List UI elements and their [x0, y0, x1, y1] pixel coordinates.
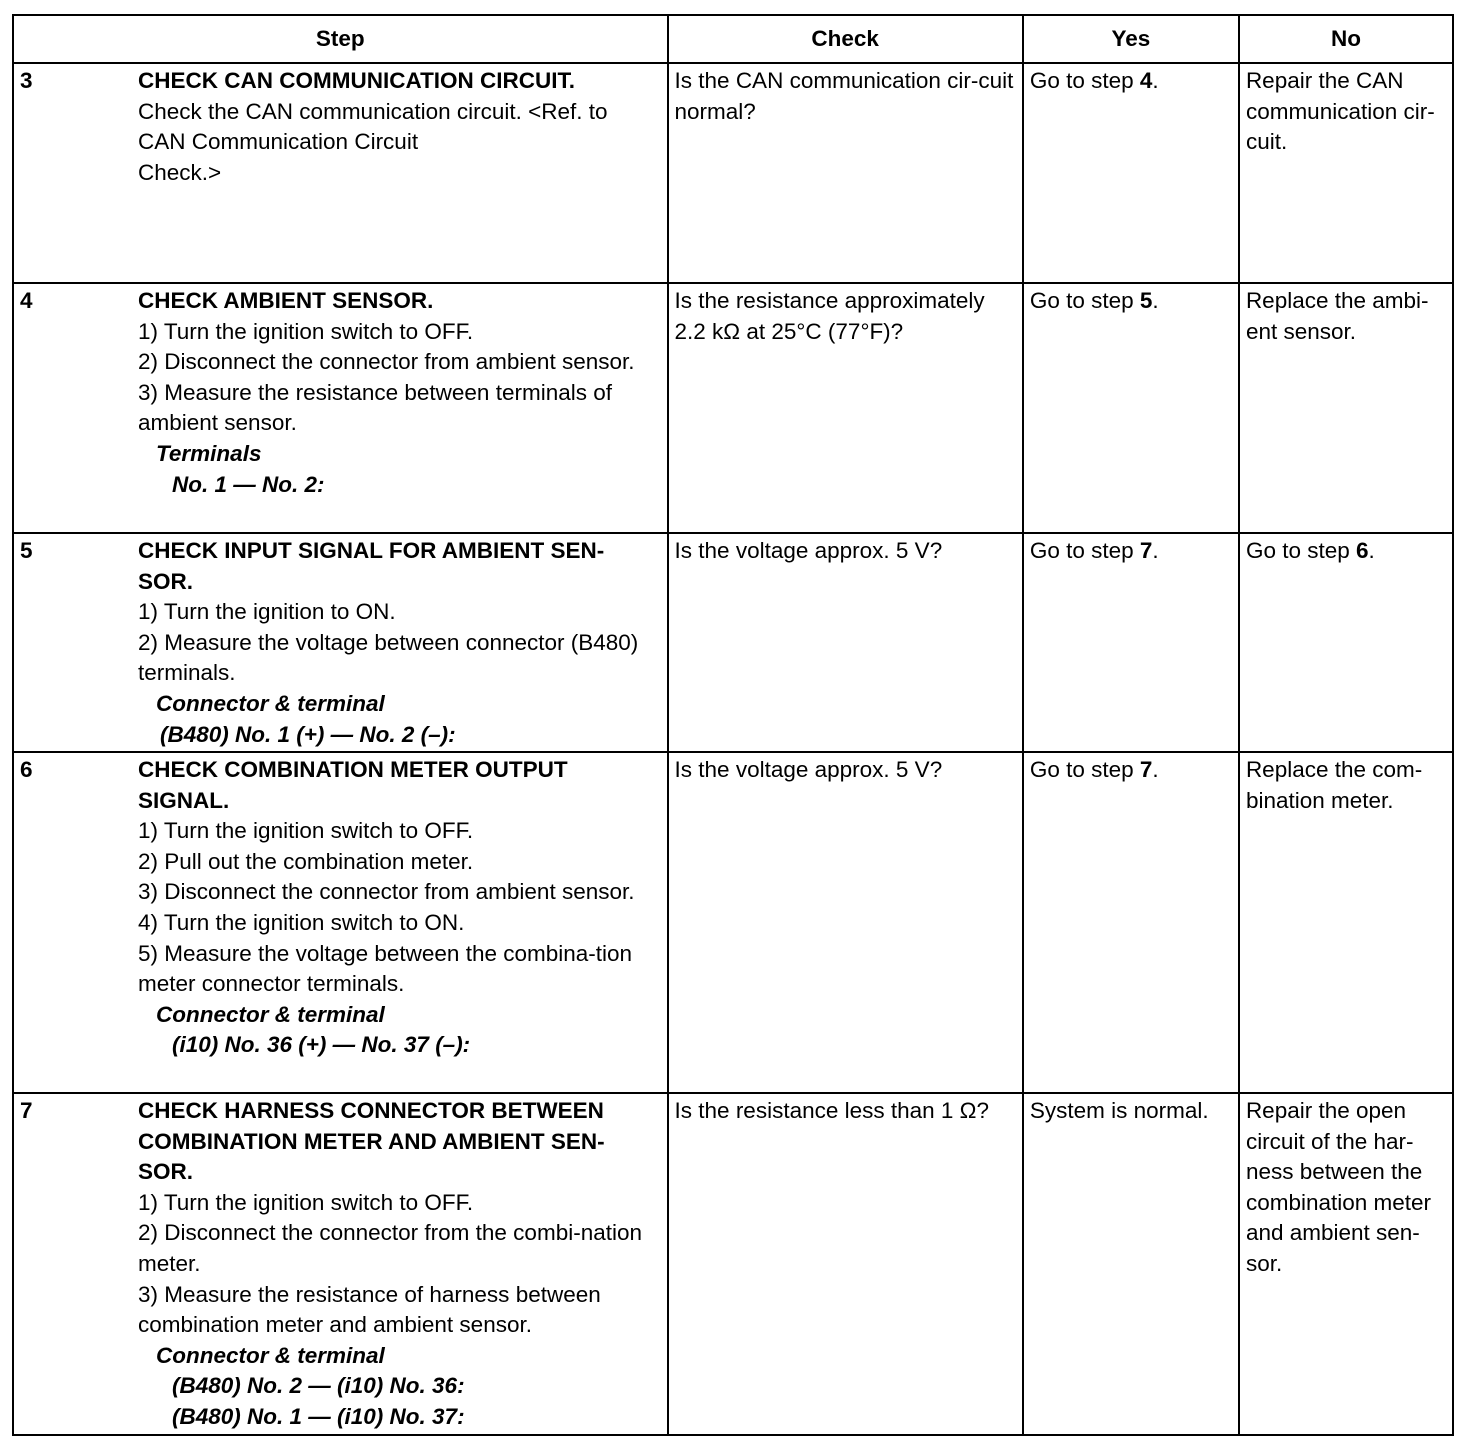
no-cell — [1239, 1093, 1453, 1435]
step-title: CHECK INPUT SIGNAL FOR AMBIENT SEN-SOR. — [138, 538, 605, 594]
check-cell — [668, 752, 1023, 1093]
spec-value: No. 1 — No. 2: — [172, 471, 325, 497]
spec-label: Connector & terminal — [156, 1001, 385, 1027]
step-cell — [13, 283, 668, 533]
step-body — [138, 286, 661, 500]
yes-step-ref: 4 — [1139, 68, 1153, 93]
step-number: 3 — [20, 68, 33, 93]
diagnostic-table — [12, 14, 1454, 1436]
step-title: CHECK HARNESS CONNECTOR BETWEEN COMBINATION METER AND AMBIENT SEN-SOR. — [138, 1098, 605, 1185]
no-text: Repair the open circuit of the har-ness between the combination meter and ambient sen-sor. — [1245, 1098, 1432, 1276]
header-no: No — [1239, 15, 1453, 63]
no-cell — [1239, 63, 1453, 283]
spec-label: Connector & terminal — [156, 690, 385, 716]
yes-cell — [1023, 752, 1239, 1093]
step-cell — [13, 1093, 668, 1435]
yes-suffix: . — [1152, 68, 1159, 93]
step-instruction: 3) Disconnect the connector from ambient sensor. — [138, 879, 635, 905]
step-number: 6 — [20, 757, 33, 782]
step-instruction: 2) Pull out the combination meter. — [138, 848, 474, 874]
spec-value: (B480) No. 1 — (i10) No. 37: — [172, 1403, 465, 1429]
step-instruction: 2) Disconnect the connector from ambient sensor. — [138, 349, 635, 375]
yes-step-ref: 7 — [1139, 757, 1153, 782]
table-row — [13, 1093, 1453, 1435]
spec-value: (B480) No. 2 — (i10) No. 36: — [172, 1373, 465, 1399]
step-instruction: 5) Measure the voltage between the combina-tion meter connector terminals. — [138, 940, 633, 997]
step-instruction: 1) Turn the ignition switch to OFF. — [138, 1189, 474, 1215]
step-number: 5 — [20, 538, 33, 563]
check-question: Is the voltage approx. 5 V? — [674, 538, 943, 563]
no-step-ref: 6 — [1356, 538, 1369, 563]
check-question: Is the CAN communication cir-cuit normal? — [674, 68, 1014, 124]
spec-value: (B480) No. 1 (+) — No. 2 (–): — [160, 721, 456, 747]
step-instruction: 2) Measure the voltage between connector (B480) terminals. — [138, 629, 639, 686]
check-question: Is the resistance approximately 2.2 kΩ at 25°C (77°F)? — [674, 288, 985, 344]
spec-label: Terminals — [156, 440, 262, 466]
no-text: Replace the ambi-ent sensor. — [1245, 288, 1429, 344]
step-body — [138, 66, 661, 188]
step-cell — [13, 533, 668, 752]
no-cell — [1239, 533, 1453, 752]
table-row — [13, 63, 1453, 283]
step-body — [138, 536, 661, 750]
step-title: CHECK COMBINATION METER OUTPUT SIGNAL. — [138, 757, 568, 813]
yes-cell — [1023, 1093, 1239, 1435]
header-step: Step — [13, 15, 668, 63]
step-instruction: 2) Disconnect the connector from the combi-nation meter. — [138, 1220, 642, 1276]
yes-suffix: . — [1152, 288, 1159, 313]
table-row — [13, 752, 1453, 1093]
yes-step-ref: 5 — [1139, 288, 1153, 313]
step-instruction: 1) Turn the ignition switch to OFF. — [138, 318, 474, 344]
spec-value: (i10) No. 36 (+) — No. 37 (–): — [172, 1032, 471, 1058]
step-instruction: 3) Measure the resistance between terminals of ambient sensor. — [138, 379, 612, 436]
step-instruction: 4) Turn the ignition switch to ON. — [138, 909, 465, 935]
yes-cell — [1023, 63, 1239, 283]
yes-step-ref: 7 — [1139, 538, 1153, 563]
step-number: 4 — [20, 288, 33, 313]
yes-text: Go to step — [1029, 288, 1140, 313]
step-instruction: 1) Turn the ignition switch to OFF. — [138, 818, 474, 844]
check-question: Is the resistance less than 1 Ω? — [674, 1098, 990, 1123]
step-instruction: Check.> — [138, 159, 222, 185]
step-instruction: Check the CAN communication circuit. <Ref. to — [138, 98, 608, 124]
step-instruction: 1) Turn the ignition to ON. — [138, 599, 396, 625]
check-cell — [668, 533, 1023, 752]
yes-suffix: . — [1152, 757, 1159, 782]
spec-label: Connector & terminal — [156, 1342, 385, 1368]
check-cell — [668, 63, 1023, 283]
no-text: Replace the com-bination meter. — [1245, 757, 1423, 813]
check-question: Is the voltage approx. 5 V? — [674, 757, 943, 782]
yes-cell — [1023, 533, 1239, 752]
yes-text: Go to step — [1029, 757, 1140, 782]
yes-suffix: . — [1152, 538, 1159, 563]
step-title: CHECK CAN COMMUNICATION CIRCUIT. — [138, 68, 576, 93]
check-cell — [668, 283, 1023, 533]
header-row — [13, 15, 1453, 63]
no-text: Repair the CAN communication cir-cuit. — [1245, 68, 1435, 155]
yes-text: Go to step — [1029, 68, 1140, 93]
step-body — [138, 1096, 661, 1433]
yes-text: System is normal. — [1029, 1098, 1209, 1123]
no-text: Go to step — [1245, 538, 1356, 563]
header-yes: Yes — [1023, 15, 1239, 63]
step-title: CHECK AMBIENT SENSOR. — [138, 288, 434, 313]
table-row — [13, 283, 1453, 533]
step-body — [138, 755, 661, 1061]
step-cell — [13, 752, 668, 1093]
yes-text: Go to step — [1029, 538, 1140, 563]
table-row — [13, 533, 1453, 752]
yes-cell — [1023, 283, 1239, 533]
step-instruction: CAN Communication Circuit — [138, 129, 419, 155]
step-cell — [13, 63, 668, 283]
header-check: Check — [668, 15, 1023, 63]
step-number: 7 — [20, 1098, 33, 1123]
no-suffix: . — [1368, 538, 1375, 563]
step-instruction: 3) Measure the resistance of harness between combination meter and ambient sensor. — [138, 1281, 601, 1338]
no-cell — [1239, 752, 1453, 1093]
no-cell — [1239, 283, 1453, 533]
check-cell — [668, 1093, 1023, 1435]
